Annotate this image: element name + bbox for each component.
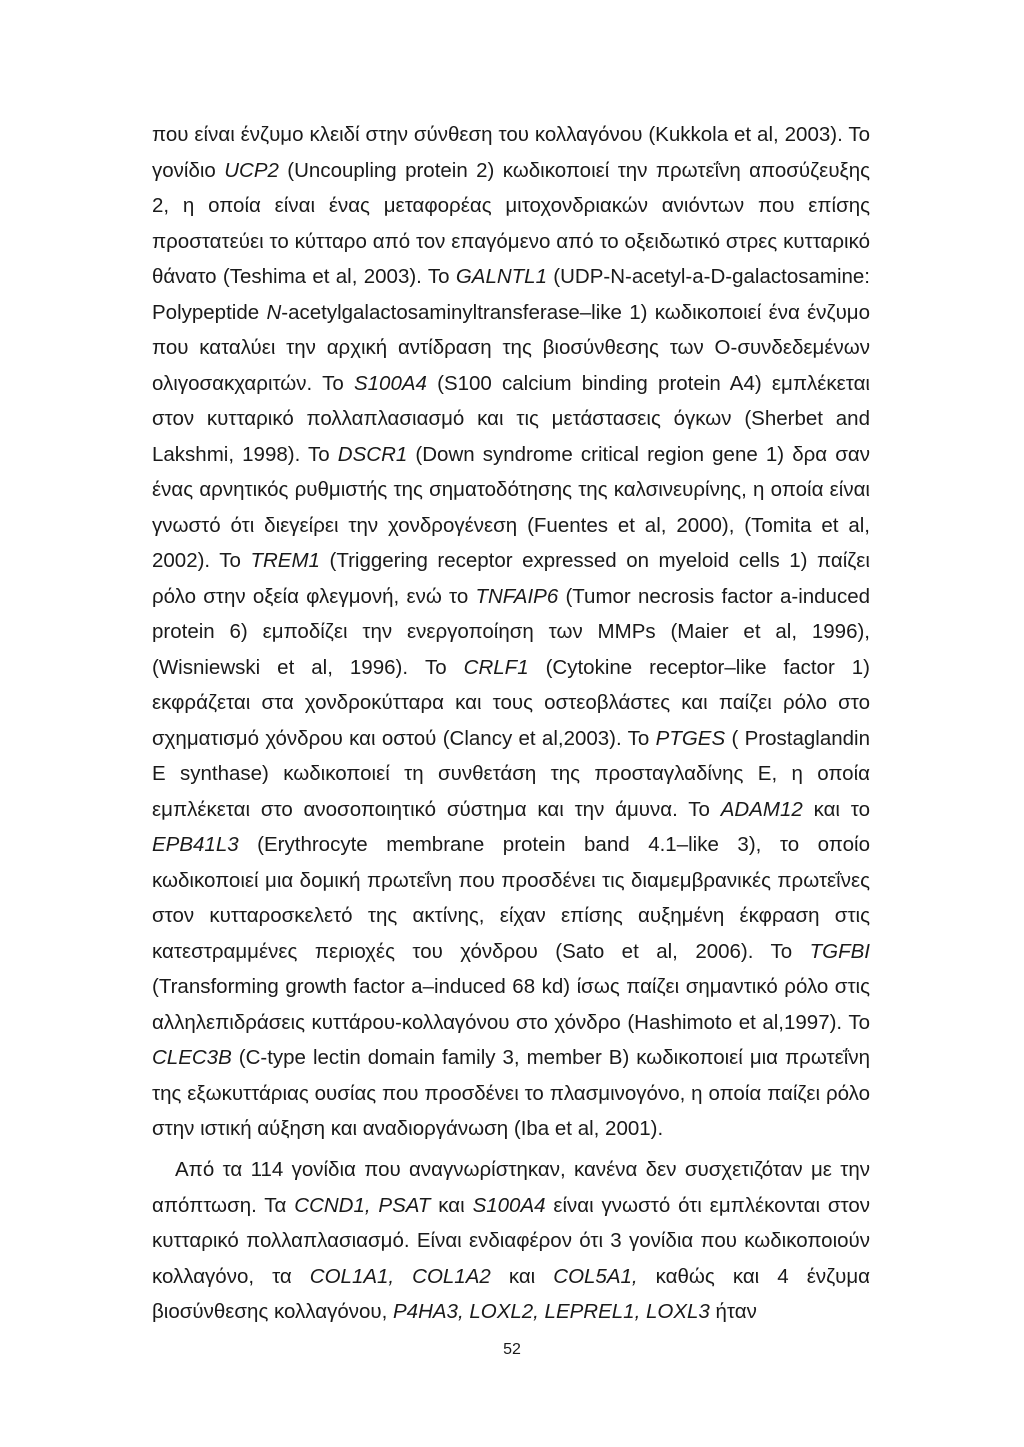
gene-name: CRLF1 bbox=[463, 655, 529, 679]
gene-name: TGFBI bbox=[809, 939, 870, 963]
text-run: καθώς και 4 ένζυμα βιοσύνθεσης κολλαγόνου, bbox=[152, 1264, 871, 1323]
text-run: (UDP-N-acetyl-a-D-galactosamine: Polypeptide bbox=[152, 265, 870, 324]
text-run: ( Prostaglandin E synthase) κωδικοποιεί τη συνθετάση της προσταγλαδίνης E, η οποία εμπλέκεται στο ανοσοποιητικό σύστημα και την άμυνα. Το bbox=[152, 726, 870, 821]
gene-name: EPB41L3 bbox=[152, 833, 239, 856]
gene-name: GALNTL1 bbox=[455, 265, 547, 288]
text-run: και το bbox=[802, 797, 870, 821]
text-run: (Transforming growth factor a–induced 68 kd) ίσως παίζει σημαντικό ρόλο στις αλληλεπιδράσεις κυττάρου-κολλαγόνου στο χόνδρο (Hashimoto et al,1997). Το bbox=[152, 975, 870, 1034]
text-run: (Uncoupling protein 2) κωδικοποιεί την πρωτεΐνη αποσύζευξης 2, η οποία είναι ένας μεταφορέας μιτοχονδριακών ανιόντων που επίσης προστατεύει το κύτταρο από τον επαγόμενο από το οξειδωτικό στρες κυτταρικό θάνατο (Teshima et al, 2003). Το bbox=[152, 158, 870, 288]
text-run: -acetylgalactosaminyltransferase–like 1) κωδικοποιεί ένα ένζυμο που καταλύει την αρχική αντίδραση της βιοσύνθεσης των O-συνδεδεμένων ολιγοσακχαριτών. Το bbox=[152, 300, 870, 395]
text-run: και bbox=[490, 1264, 554, 1288]
gene-name: CCND1, PSAT bbox=[294, 1193, 431, 1217]
text-run: (Tumor necrosis factor a-induced protein 6) εμποδίζει την ενεργοποίηση των MMPs (Maier et al, 1996), (Wisniewski et al, 1996). Το bbox=[152, 584, 870, 679]
gene-name: S100A4 bbox=[472, 1193, 546, 1217]
text-run: Από τα 114 γονίδια που αναγνωρίστηκαν, κανένα δεν συσχετιζόταν με την απόπτωση. Τα bbox=[152, 1158, 870, 1217]
gene-name: COL1A1, COL1A2 bbox=[309, 1264, 491, 1288]
text-run: και bbox=[430, 1193, 473, 1217]
text-run: (Down syndrome critical region gene 1) δρα σαν ένας αρνητικός ρυθμιστής της σηματοδότησης της καλσινευρίνης, η οποία είναι γνωστό ότι διεγείρει την χονδρογένεση (Fuentes et al, 2000), (Tomita et al, 2002). Το bbox=[152, 442, 870, 572]
paragraph-text bbox=[152, 117, 870, 1147]
gene-name: S100A4 bbox=[353, 371, 427, 395]
gene-name: ADAM12 bbox=[720, 797, 803, 821]
gene-name: DSCR1 bbox=[337, 442, 408, 466]
body-paragraph-1 bbox=[152, 117, 870, 1147]
body-paragraph-2 bbox=[152, 1152, 870, 1330]
gene-name: P4HA3, LOXL2, LEPREL1, LOXL3 bbox=[393, 1300, 710, 1323]
text-run: (Triggering receptor expressed on myeloid cells 1) παίζει ρόλο στην οξεία φλεγμονή, ενώ το bbox=[152, 549, 870, 608]
text-run: (Cytokine receptor–like factor 1) εκφράζεται στα χονδροκύτταρα και τους οστεοβλάστες και παίζει ρόλο στο σχηματισμό χόνδρου και οστού (Clancy et al,2003). Το bbox=[152, 655, 870, 750]
gene-name: COL5A1, bbox=[553, 1264, 638, 1288]
page-number: 52 bbox=[503, 1341, 521, 1358]
text-run: (Erythrocyte membrane protein band 4.1–like 3), το οποίο κωδικοποιεί μια δομική πρωτεΐνη που προσδένει τις διαμεμβρανικές πρωτεΐνες στον κυτταροσκελετό της ακτίνης, είχαν επίσης αυξημένη έκφραση στις κατεστραμμένες περιοχές του χόνδρου (Sato et al, 2006). Το bbox=[152, 833, 870, 963]
text-run: ήταν bbox=[709, 1300, 757, 1323]
text-run: (S100 calcium binding protein A4) εμπλέκεται στον κυτταρικό πολλαπλασιασμό και τις μετάστασεις όγκων (Sherbet and Lakshmi, 1998). Το bbox=[152, 371, 870, 466]
text-run: είναι γνωστό ότι εμπλέκονται στον κυτταρικό πολλαπλασιασμό. Είναι ενδιαφέρον ότι 3 γονίδια που κωδικοποιούν κολλαγόνο, τα bbox=[152, 1193, 870, 1288]
gene-name: UCP2 bbox=[224, 158, 279, 182]
text-run: (C-type lectin domain family 3, member B) κωδικοποιεί μια πρωτεΐνη της εξωκυττάριας ουσίας που προσδένει το πλασμινογόνο, η οποία παίζει ρόλο στην ιστική αύξηση και αναδιοργάνωση (Iba et al, 2001). bbox=[152, 1046, 870, 1140]
gene-name: CLEC3B bbox=[152, 1046, 232, 1069]
gene-name: PTGES bbox=[655, 726, 726, 750]
text-run: που είναι ένζυμο κλειδί στην σύνθεση του κολλαγόνου (Kukkola et al, 2003). Το γονίδιο bbox=[152, 123, 870, 182]
gene-name: TNFAIP6 bbox=[475, 584, 559, 608]
gene-name: N bbox=[266, 300, 282, 324]
paragraph-text bbox=[152, 1152, 870, 1330]
gene-name: TREM1 bbox=[250, 549, 320, 572]
